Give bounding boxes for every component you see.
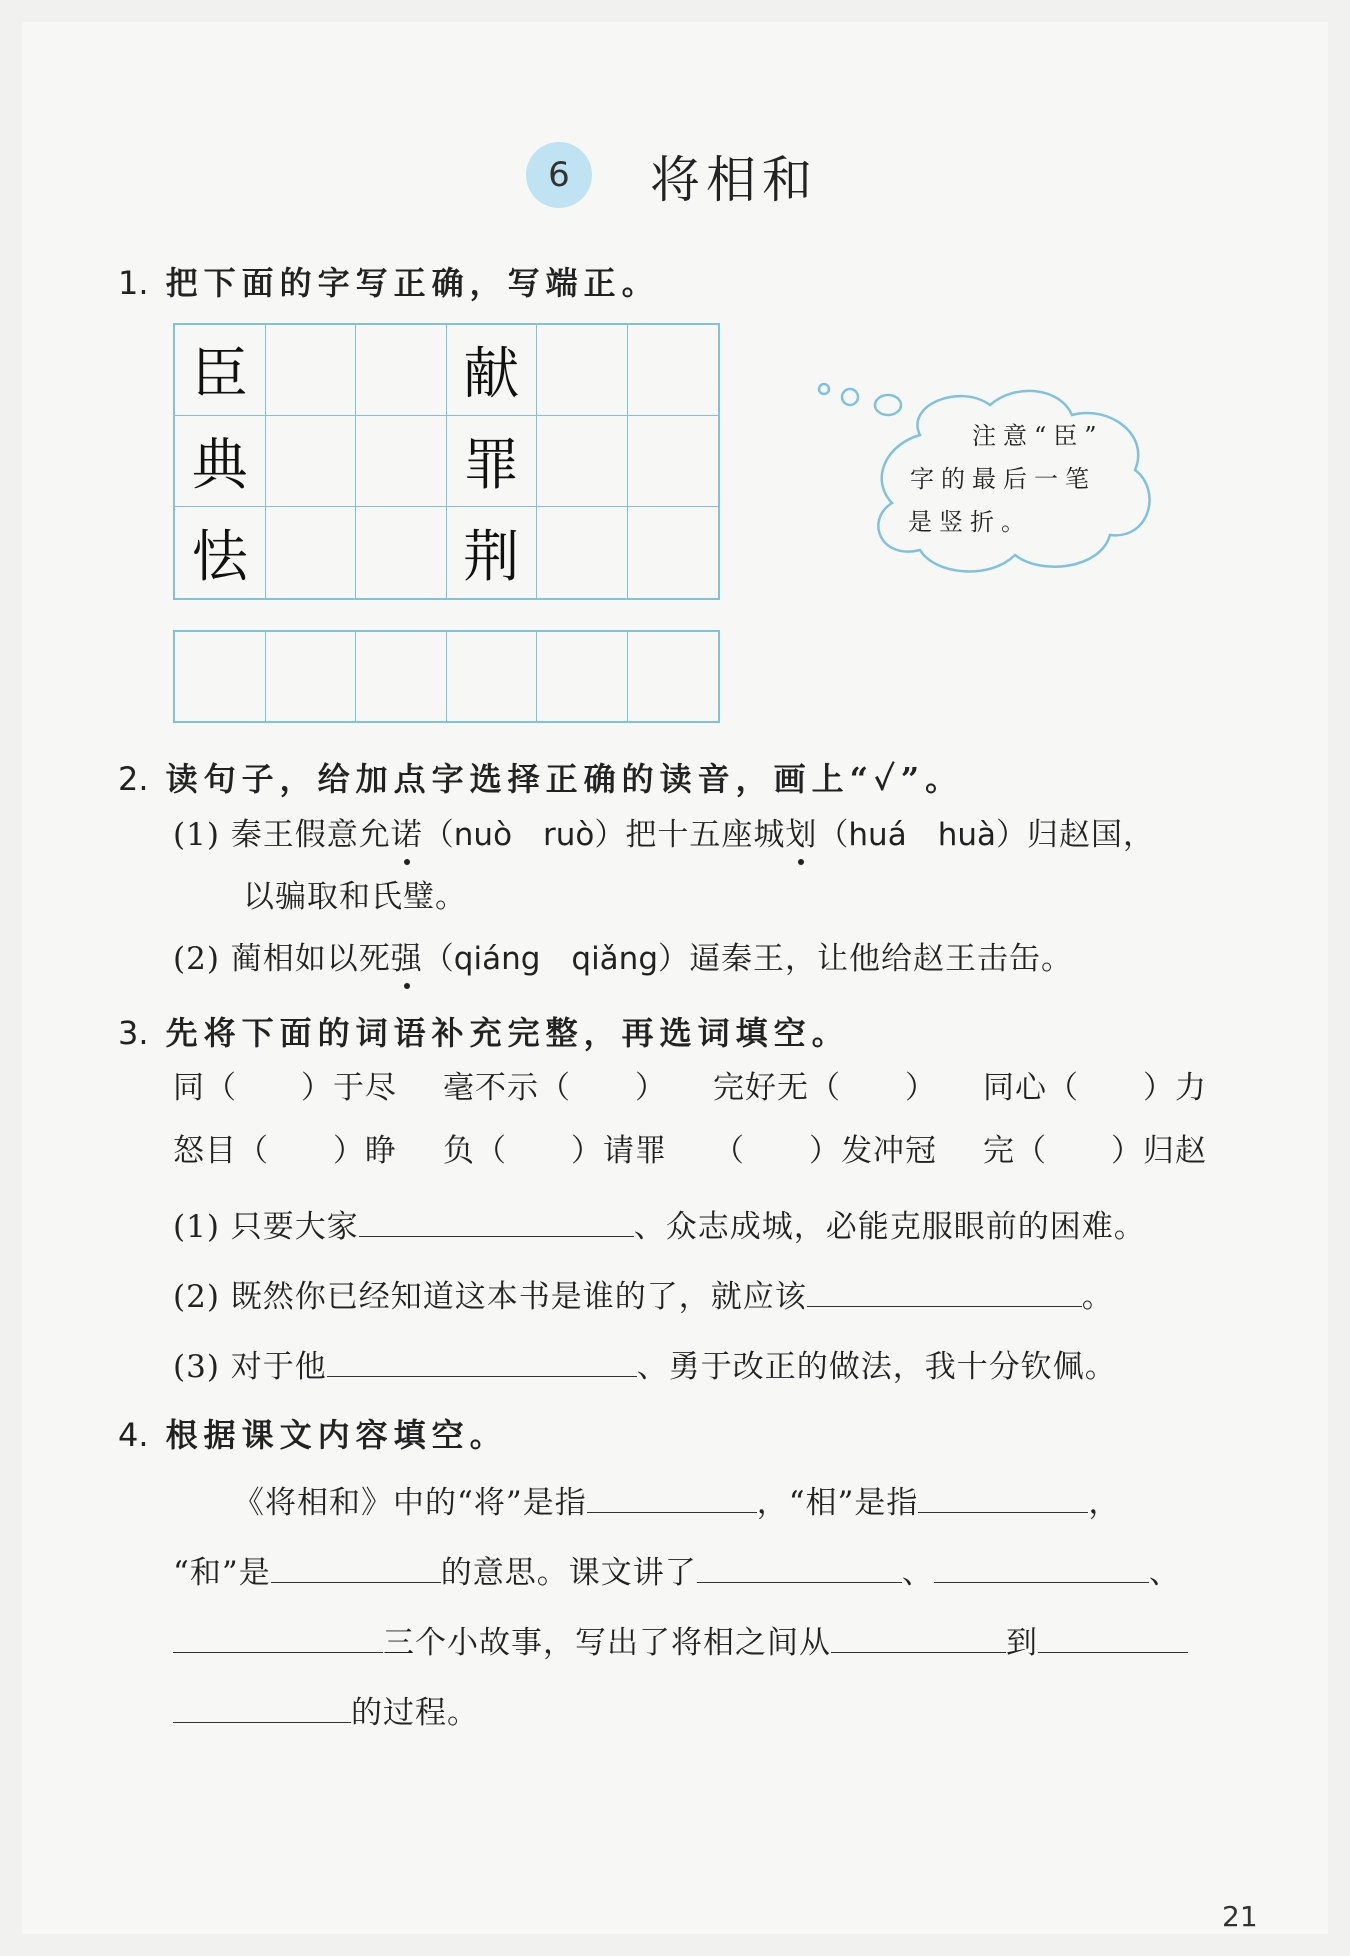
- lesson-number: 6: [548, 155, 570, 195]
- sentence-text: 蔺相如以死: [230, 941, 391, 977]
- answer-blank[interactable]: [327, 1346, 637, 1377]
- tip-line-3: 是竖折。: [908, 508, 1032, 536]
- grid-cell[interactable]: 献: [447, 325, 538, 416]
- q4-instruction: 根据课文内容填空。: [165, 1416, 508, 1454]
- grid-cell[interactable]: [356, 416, 447, 507]
- pinyin-options[interactable]: （nuò ruò）: [422, 817, 626, 853]
- sentence-text: 、众志成城，必能克服眼前的困难。: [633, 1209, 1146, 1245]
- q1-number: 1.: [118, 264, 149, 302]
- grid-cell[interactable]: 荆: [447, 507, 538, 598]
- q2-sentence-1-cont: 以骗取和氏璧。: [243, 879, 467, 915]
- grid-cell[interactable]: [356, 507, 447, 598]
- grid-cell[interactable]: [266, 507, 357, 598]
- sentence-text: 秦王假意允: [230, 817, 391, 853]
- grid-cell[interactable]: [628, 632, 719, 721]
- sentence-text: 把十五座城: [625, 817, 786, 853]
- passage-text: 、: [901, 1555, 934, 1591]
- passage-text: ，“相”是指: [756, 1485, 919, 1521]
- answer-blank[interactable]: [359, 1206, 634, 1237]
- passage-text: ，: [1088, 1485, 1121, 1521]
- q2-sentence-1: [173, 817, 1155, 853]
- passage-text: 、: [1148, 1555, 1181, 1591]
- grid-cell[interactable]: [628, 416, 719, 507]
- sentence-text: 既然你已经知道这本书是谁的了，就应该: [230, 1279, 807, 1315]
- sentence-number: (1): [173, 817, 220, 853]
- answer-blank[interactable]: [697, 1552, 902, 1583]
- q2-sentence-2: [173, 941, 1074, 977]
- q4-line-4: [173, 1692, 479, 1729]
- passage-text: 到: [1006, 1625, 1038, 1661]
- q1-extra-grid: [173, 630, 720, 723]
- grid-cell[interactable]: [266, 632, 357, 721]
- grid-cell[interactable]: [628, 325, 719, 416]
- q2-heading: [118, 754, 963, 800]
- passage-text: 三个小故事，写出了将相之间从: [383, 1625, 831, 1661]
- pinyin-options[interactable]: （qiáng qiǎng）: [422, 941, 690, 977]
- passage-text: 的意思。课文讲了: [440, 1555, 697, 1591]
- answer-blank[interactable]: [934, 1552, 1149, 1583]
- q3-instruction: 先将下面的词语补充完整，再选词填空。: [165, 1014, 850, 1052]
- grid-cell[interactable]: [537, 507, 628, 598]
- passage-text: 的过程。: [351, 1695, 479, 1731]
- sentence-number: (2): [173, 1279, 220, 1315]
- answer-blank[interactable]: [1038, 1622, 1188, 1653]
- grid-cell[interactable]: [175, 632, 266, 721]
- grid-cell[interactable]: [537, 325, 628, 416]
- idiom-row-2-item[interactable]: （ ）发冲冠: [713, 1133, 937, 1169]
- grid-cell[interactable]: [356, 632, 447, 721]
- q4-number: 4.: [118, 1416, 149, 1454]
- q4-line-3: [173, 1622, 1188, 1659]
- idiom-row-2-item[interactable]: 怒目（ ）睁: [173, 1133, 397, 1169]
- q3-heading: [118, 1008, 850, 1054]
- idiom-row-2-item[interactable]: 完（ ）归赵: [983, 1133, 1207, 1169]
- grid-cell[interactable]: 典: [175, 416, 266, 507]
- sentence-text: 归赵国，: [1027, 817, 1155, 853]
- passage-text: 《将相和》中的“将”是指: [233, 1485, 587, 1521]
- sentence-number: (1): [173, 1209, 220, 1245]
- grid-cell[interactable]: [537, 416, 628, 507]
- grid-cell[interactable]: 臣: [175, 325, 266, 416]
- grid-cell[interactable]: [628, 507, 719, 598]
- grid-cell[interactable]: [537, 632, 628, 721]
- q2-instruction: 读句子，给加点字选择正确的读音，画上“✓”。: [165, 760, 964, 798]
- q4-line-1: [233, 1482, 1120, 1519]
- idiom-row-2-item[interactable]: 负（ ）请罪: [443, 1133, 667, 1169]
- dotted-char: 强: [390, 941, 423, 977]
- q4-line-2: [173, 1552, 1181, 1589]
- sentence-number: (3): [173, 1349, 220, 1385]
- dotted-char: 划: [785, 817, 818, 853]
- sentence-text: 只要大家: [230, 1209, 359, 1245]
- q3-sentence-2: [173, 1276, 1114, 1313]
- grid-cell[interactable]: 罪: [447, 416, 538, 507]
- answer-blank[interactable]: [918, 1482, 1088, 1513]
- grid-cell[interactable]: 怯: [175, 507, 266, 598]
- sentence-number: (2): [173, 941, 220, 977]
- grid-cell[interactable]: [266, 325, 357, 416]
- q1-heading: [118, 258, 660, 304]
- page-number: 21: [1222, 1900, 1258, 1933]
- lesson-number-badge: [526, 142, 592, 208]
- idiom-row-1-item[interactable]: 同心（ ）力: [983, 1070, 1207, 1106]
- q3-sentence-3: [173, 1346, 1117, 1383]
- answer-blank[interactable]: [173, 1622, 383, 1653]
- answer-blank[interactable]: [271, 1552, 441, 1583]
- grid-cell[interactable]: [266, 416, 357, 507]
- sentence-text: 、勇于改正的做法，我十分钦佩。: [636, 1349, 1117, 1385]
- lesson-title: 将相和: [650, 151, 818, 209]
- sentence-text: 。: [1081, 1279, 1114, 1315]
- sentence-text: 逼秦王，让他给赵王击缶。: [689, 941, 1074, 977]
- q4-heading: [118, 1410, 508, 1456]
- sentence-text: 对于他: [230, 1349, 327, 1385]
- idiom-row-1-item[interactable]: 完好无（ ）: [713, 1070, 937, 1106]
- grid-cell[interactable]: [356, 325, 447, 416]
- tip-line-2: 字的最后一笔: [910, 465, 1096, 493]
- q1-instruction: 把下面的字写正确，写端正。: [165, 264, 660, 302]
- q3-sentence-1: [173, 1206, 1146, 1243]
- pinyin-options[interactable]: （huá huà）: [817, 817, 1027, 853]
- answer-blank[interactable]: [807, 1276, 1082, 1307]
- passage-text: “和”是: [173, 1555, 271, 1591]
- tip-line-1: 注意“臣”: [972, 422, 1104, 450]
- q1-writing-grid: [173, 323, 720, 600]
- idiom-row-1-item[interactable]: 毫不示（ ）: [443, 1070, 667, 1106]
- answer-blank[interactable]: [173, 1692, 351, 1723]
- idiom-row-1-item[interactable]: 同（ ）于尽: [173, 1070, 397, 1106]
- answer-blank[interactable]: [831, 1622, 1006, 1653]
- q2-number: 2.: [118, 760, 149, 798]
- answer-blank[interactable]: [587, 1482, 757, 1513]
- grid-cell[interactable]: [447, 632, 538, 721]
- dotted-char: 诺: [390, 817, 423, 853]
- q3-number: 3.: [118, 1014, 149, 1052]
